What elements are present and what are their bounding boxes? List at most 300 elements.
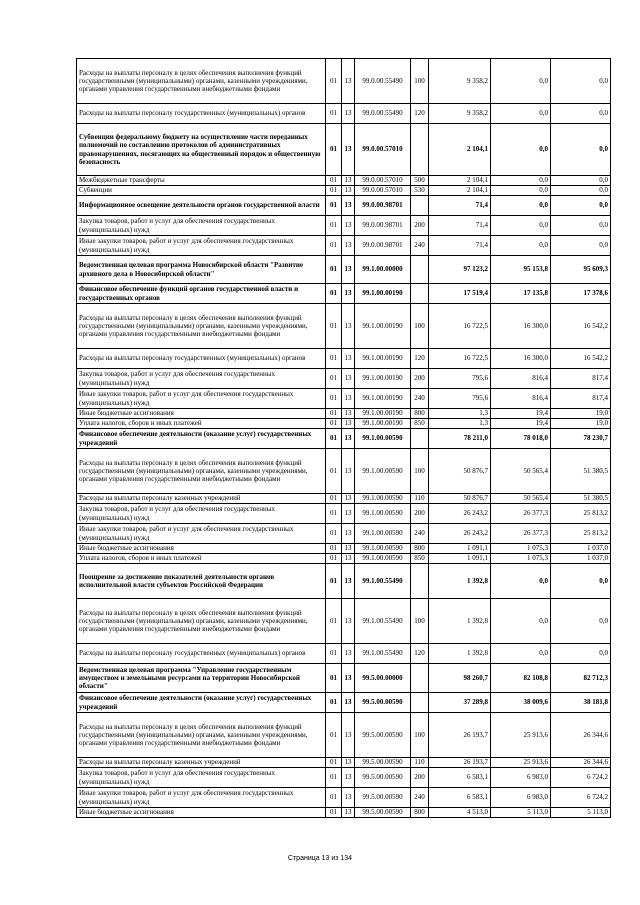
table-row xyxy=(77,124,611,176)
section-code: 01 xyxy=(326,599,342,644)
table-row xyxy=(77,504,611,524)
budget-table-container xyxy=(76,58,610,818)
amount-year-3: 0,0 xyxy=(551,644,611,664)
amount-year-3: 0,0 xyxy=(551,104,611,124)
section-code: 01 xyxy=(326,544,342,554)
expense-type-code: 110 xyxy=(411,758,429,768)
expense-type-code xyxy=(411,196,429,216)
amount-year-1: 78 211,0 xyxy=(429,429,491,449)
subsection-code: 13 xyxy=(342,409,355,419)
row-name: Расходы на выплаты персоналу в целях обеспечения выполнения функций государственными (муниципальными) органами, казенными учреждениями, органами управления государственными внебюджетными фондами xyxy=(77,304,326,349)
amount-year-3: 0,0 xyxy=(551,599,611,644)
subsection-code: 13 xyxy=(342,196,355,216)
section-code: 01 xyxy=(326,409,342,419)
subsection-code: 13 xyxy=(342,599,355,644)
row-name: Расходы на выплаты персоналу государственных (муниципальных) органов xyxy=(77,644,326,664)
amount-year-3: 817,4 xyxy=(551,369,611,389)
amount-year-2: 5 113,0 xyxy=(491,808,551,818)
subsection-code: 13 xyxy=(342,504,355,524)
table-row xyxy=(77,449,611,494)
target-article-code: 99.0.00.57010 xyxy=(355,186,411,196)
amount-year-1: 71,4 xyxy=(429,236,491,256)
expense-type-code: 530 xyxy=(411,186,429,196)
subsection-code: 13 xyxy=(342,419,355,429)
expense-type-code: 240 xyxy=(411,236,429,256)
target-article-code: 99.1.00.00590 xyxy=(355,554,411,564)
target-article-code: 99.1.00.00590 xyxy=(355,494,411,504)
expense-type-code xyxy=(411,284,429,304)
amount-year-3: 95 609,3 xyxy=(551,256,611,284)
amount-year-3: 19,0 xyxy=(551,419,611,429)
table-row xyxy=(77,196,611,216)
amount-year-1: 1 392,8 xyxy=(429,644,491,664)
section-code: 01 xyxy=(326,713,342,758)
subsection-code: 13 xyxy=(342,449,355,494)
amount-year-2: 25 913,6 xyxy=(491,758,551,768)
amount-year-1: 1,3 xyxy=(429,419,491,429)
target-article-code: 99.5.00.00590 xyxy=(355,768,411,788)
amount-year-2: 50 565,4 xyxy=(491,494,551,504)
subsection-code: 13 xyxy=(342,524,355,544)
subsection-code: 13 xyxy=(342,768,355,788)
expense-type-code: 200 xyxy=(411,369,429,389)
target-article-code: 99.5.00.00590 xyxy=(355,808,411,818)
amount-year-1: 2 104,1 xyxy=(429,186,491,196)
table-row xyxy=(77,664,611,693)
section-code: 01 xyxy=(326,196,342,216)
section-code: 01 xyxy=(326,216,342,236)
subsection-code: 13 xyxy=(342,758,355,768)
expense-type-code: 120 xyxy=(411,104,429,124)
amount-year-2: 0,0 xyxy=(491,216,551,236)
amount-year-1: 2 104,1 xyxy=(429,124,491,176)
row-name: Поощрение за достижение показателей деятельности органов исполнительной власти субъектов Российской Федерации xyxy=(77,564,326,599)
row-name: Уплата налогов, сборов и иных платежей xyxy=(77,554,326,564)
target-article-code: 99.1.00.00190 xyxy=(355,409,411,419)
amount-year-1: 9 358,2 xyxy=(429,59,491,104)
row-name: Иные бюджетные ассигнования xyxy=(77,409,326,419)
section-code: 01 xyxy=(326,186,342,196)
row-name: Закупка товаров, работ и услуг для обеспечения государственных (муниципальных) нужд xyxy=(77,216,326,236)
row-name: Расходы на выплаты персоналу казенных учреждений xyxy=(77,494,326,504)
amount-year-1: 17 519,4 xyxy=(429,284,491,304)
section-code: 01 xyxy=(326,788,342,808)
amount-year-1: 26 243,2 xyxy=(429,524,491,544)
table-row xyxy=(77,758,611,768)
amount-year-3: 6 724,2 xyxy=(551,788,611,808)
target-article-code: 99.0.00.98701 xyxy=(355,216,411,236)
expense-type-code xyxy=(411,256,429,284)
section-code: 01 xyxy=(326,664,342,693)
subsection-code: 13 xyxy=(342,664,355,693)
table-row xyxy=(77,599,611,644)
amount-year-3: 51 380,5 xyxy=(551,494,611,504)
target-article-code: 99.5.00.00590 xyxy=(355,713,411,758)
amount-year-2: 0,0 xyxy=(491,176,551,186)
amount-year-3: 38 181,8 xyxy=(551,693,611,713)
target-article-code: 99.1.00.00590 xyxy=(355,449,411,494)
amount-year-1: 16 722,5 xyxy=(429,349,491,369)
expense-type-code: 100 xyxy=(411,599,429,644)
target-article-code: 99.1.00.00190 xyxy=(355,419,411,429)
table-row xyxy=(77,186,611,196)
expense-type-code: 100 xyxy=(411,713,429,758)
amount-year-2: 95 153,8 xyxy=(491,256,551,284)
amount-year-3: 0,0 xyxy=(551,176,611,186)
row-name: Межбюджетные трансферты xyxy=(77,176,326,186)
expense-type-code: 800 xyxy=(411,544,429,554)
amount-year-3: 5 113,0 xyxy=(551,808,611,818)
amount-year-1: 2 104,1 xyxy=(429,176,491,186)
row-name: Ведомственная целевая программа "Управление государственным имуществом и земельными ресурсами на территории Новосибирской области" xyxy=(77,664,326,693)
row-name: Иные закупки товаров, работ и услуг для обеспечения государственных (муниципальных) нужд xyxy=(77,389,326,409)
expense-type-code xyxy=(411,664,429,693)
amount-year-3: 0,0 xyxy=(551,186,611,196)
amount-year-1: 6 583,1 xyxy=(429,788,491,808)
budget-table xyxy=(76,58,611,818)
amount-year-3: 25 813,2 xyxy=(551,524,611,544)
table-row xyxy=(77,104,611,124)
table-row xyxy=(77,59,611,104)
amount-year-1: 50 876,7 xyxy=(429,494,491,504)
target-article-code: 99.0.00.98701 xyxy=(355,236,411,256)
section-code: 01 xyxy=(326,758,342,768)
target-article-code: 99.5.00.00000 xyxy=(355,664,411,693)
subsection-code: 13 xyxy=(342,104,355,124)
amount-year-3: 0,0 xyxy=(551,196,611,216)
subsection-code: 13 xyxy=(342,788,355,808)
table-row xyxy=(77,544,611,554)
row-name: Расходы на выплаты персоналу государственных (муниципальных) органов xyxy=(77,104,326,124)
amount-year-2: 26 377,3 xyxy=(491,524,551,544)
amount-year-2: 0,0 xyxy=(491,644,551,664)
target-article-code: 99.1.00.00190 xyxy=(355,349,411,369)
subsection-code: 13 xyxy=(342,186,355,196)
amount-year-2: 0,0 xyxy=(491,196,551,216)
amount-year-2: 38 009,6 xyxy=(491,693,551,713)
amount-year-2: 16 300,0 xyxy=(491,349,551,369)
table-row xyxy=(77,304,611,349)
target-article-code: 99.5.00.00590 xyxy=(355,758,411,768)
subsection-code: 13 xyxy=(342,644,355,664)
target-article-code: 99.1.00.00590 xyxy=(355,429,411,449)
amount-year-2: 19,4 xyxy=(491,409,551,419)
expense-type-code: 100 xyxy=(411,59,429,104)
amount-year-1: 1 392,8 xyxy=(429,599,491,644)
expense-type-code: 120 xyxy=(411,349,429,369)
expense-type-code: 800 xyxy=(411,409,429,419)
amount-year-2: 78 018,0 xyxy=(491,429,551,449)
amount-year-3: 6 724,2 xyxy=(551,768,611,788)
amount-year-3: 1 037,0 xyxy=(551,544,611,554)
subsection-code: 13 xyxy=(342,59,355,104)
section-code: 01 xyxy=(326,389,342,409)
section-code: 01 xyxy=(326,304,342,349)
row-name: Ведомственная целевая программа Новосибирской области "Развитие архивного дела в Новосибирской области" xyxy=(77,256,326,284)
table-row xyxy=(77,564,611,599)
section-code: 01 xyxy=(326,369,342,389)
section-code: 01 xyxy=(326,124,342,176)
target-article-code: 99.1.00.00190 xyxy=(355,304,411,349)
row-name: Иные закупки товаров, работ и услуг для обеспечения государственных (муниципальных) нужд xyxy=(77,524,326,544)
amount-year-2: 6 983,0 xyxy=(491,788,551,808)
table-row xyxy=(77,429,611,449)
subsection-code: 13 xyxy=(342,544,355,554)
amount-year-1: 98 260,7 xyxy=(429,664,491,693)
target-article-code: 99.0.00.57010 xyxy=(355,176,411,186)
table-row xyxy=(77,768,611,788)
section-code: 01 xyxy=(326,104,342,124)
subsection-code: 13 xyxy=(342,284,355,304)
amount-year-2: 50 565,4 xyxy=(491,449,551,494)
table-row xyxy=(77,808,611,818)
amount-year-2: 19,4 xyxy=(491,419,551,429)
table-row xyxy=(77,693,611,713)
amount-year-1: 795,6 xyxy=(429,389,491,409)
expense-type-code: 500 xyxy=(411,176,429,186)
subsection-code: 13 xyxy=(342,494,355,504)
amount-year-1: 50 876,7 xyxy=(429,449,491,494)
amount-year-3: 817,4 xyxy=(551,389,611,409)
expense-type-code: 200 xyxy=(411,768,429,788)
target-article-code: 99.0.00.57010 xyxy=(355,124,411,176)
target-article-code: 99.0.00.55490 xyxy=(355,104,411,124)
amount-year-3: 0,0 xyxy=(551,59,611,104)
amount-year-2: 26 377,3 xyxy=(491,504,551,524)
target-article-code: 99.5.00.00590 xyxy=(355,693,411,713)
section-code: 01 xyxy=(326,449,342,494)
table-row xyxy=(77,409,611,419)
section-code: 01 xyxy=(326,284,342,304)
target-article-code: 99.1.00.55490 xyxy=(355,599,411,644)
amount-year-2: 17 135,8 xyxy=(491,284,551,304)
amount-year-3: 16 542,2 xyxy=(551,304,611,349)
section-code: 01 xyxy=(326,349,342,369)
amount-year-3: 1 037,0 xyxy=(551,554,611,564)
expense-type-code: 850 xyxy=(411,554,429,564)
amount-year-3: 17 378,6 xyxy=(551,284,611,304)
row-name: Закупка товаров, работ и услуг для обеспечения государственных (муниципальных) нужд xyxy=(77,768,326,788)
target-article-code: 99.1.00.00190 xyxy=(355,369,411,389)
amount-year-1: 37 289,8 xyxy=(429,693,491,713)
amount-year-3: 26 344,6 xyxy=(551,713,611,758)
table-row xyxy=(77,494,611,504)
row-name: Финансовое обеспечение функций органов государственной власти и государственных органов xyxy=(77,284,326,304)
section-code: 01 xyxy=(326,176,342,186)
table-row xyxy=(77,419,611,429)
section-code: 01 xyxy=(326,59,342,104)
subsection-code: 13 xyxy=(342,256,355,284)
expense-type-code xyxy=(411,429,429,449)
table-row xyxy=(77,284,611,304)
amount-year-3: 0,0 xyxy=(551,236,611,256)
section-code: 01 xyxy=(326,429,342,449)
amount-year-1: 71,4 xyxy=(429,216,491,236)
amount-year-1: 795,6 xyxy=(429,369,491,389)
amount-year-3: 82 712,3 xyxy=(551,664,611,693)
amount-year-3: 19,0 xyxy=(551,409,611,419)
row-name: Закупка товаров, работ и услуг для обеспечения государственных (муниципальных) нужд xyxy=(77,369,326,389)
target-article-code: 99.1.00.00190 xyxy=(355,389,411,409)
subsection-code: 13 xyxy=(342,554,355,564)
section-code: 01 xyxy=(326,236,342,256)
table-row xyxy=(77,256,611,284)
amount-year-1: 1,3 xyxy=(429,409,491,419)
target-article-code: 99.1.00.00590 xyxy=(355,504,411,524)
section-code: 01 xyxy=(326,768,342,788)
subsection-code: 13 xyxy=(342,429,355,449)
row-name: Расходы на выплаты персоналу казенных учреждений xyxy=(77,758,326,768)
expense-type-code: 200 xyxy=(411,504,429,524)
target-article-code: 99.1.00.00190 xyxy=(355,284,411,304)
target-article-code: 99.1.00.00000 xyxy=(355,256,411,284)
amount-year-3: 0,0 xyxy=(551,124,611,176)
row-name: Расходы на выплаты персоналу в целях обеспечения выполнения функций государственными (муниципальными) органами, казенными учреждениями, органами управления государственными внебюджетными фондами xyxy=(77,713,326,758)
amount-year-2: 0,0 xyxy=(491,104,551,124)
table-row xyxy=(77,524,611,544)
target-article-code: 99.0.00.55490 xyxy=(355,59,411,104)
subsection-code: 13 xyxy=(342,304,355,349)
subsection-code: 13 xyxy=(342,693,355,713)
table-row xyxy=(77,554,611,564)
page-footer: Страница 13 из 134 xyxy=(287,855,353,862)
amount-year-1: 1 091,1 xyxy=(429,554,491,564)
amount-year-3: 0,0 xyxy=(551,564,611,599)
row-name: Иные закупки товаров, работ и услуг для обеспечения государственных (муниципальных) нужд xyxy=(77,788,326,808)
row-name: Расходы на выплаты персоналу государственных (муниципальных) органов xyxy=(77,349,326,369)
amount-year-2: 0,0 xyxy=(491,186,551,196)
expense-type-code: 100 xyxy=(411,304,429,349)
budget-table-body xyxy=(77,59,611,818)
subsection-code: 13 xyxy=(342,808,355,818)
target-article-code: 99.1.00.00590 xyxy=(355,544,411,554)
target-article-code: 99.1.00.55490 xyxy=(355,564,411,599)
amount-year-3: 25 813,2 xyxy=(551,504,611,524)
amount-year-2: 82 108,8 xyxy=(491,664,551,693)
amount-year-1: 26 193,7 xyxy=(429,758,491,768)
subsection-code: 13 xyxy=(342,124,355,176)
row-name: Иные бюджетные ассигнования xyxy=(77,808,326,818)
amount-year-1: 71,4 xyxy=(429,196,491,216)
section-code: 01 xyxy=(326,524,342,544)
row-name: Расходы на выплаты персоналу в целях обеспечения выполнения функций государственными (муниципальными) органами, казенными учреждениями, органами управления государственными внебюджетными фондами xyxy=(77,599,326,644)
row-name: Закупка товаров, работ и услуг для обеспечения государственных (муниципальных) нужд xyxy=(77,504,326,524)
section-code: 01 xyxy=(326,494,342,504)
target-article-code: 99.5.00.00590 xyxy=(355,788,411,808)
amount-year-1: 97 123,2 xyxy=(429,256,491,284)
amount-year-3: 78 230,7 xyxy=(551,429,611,449)
amount-year-1: 1 392,8 xyxy=(429,564,491,599)
section-code: 01 xyxy=(326,419,342,429)
table-row xyxy=(77,389,611,409)
amount-year-1: 1 091,1 xyxy=(429,544,491,554)
amount-year-1: 4 513,0 xyxy=(429,808,491,818)
target-article-code: 99.1.00.55490 xyxy=(355,644,411,664)
table-row xyxy=(77,236,611,256)
amount-year-2: 0,0 xyxy=(491,236,551,256)
amount-year-2: 6 983,0 xyxy=(491,768,551,788)
table-row xyxy=(77,644,611,664)
expense-type-code: 800 xyxy=(411,808,429,818)
section-code: 01 xyxy=(326,256,342,284)
amount-year-3: 0,0 xyxy=(551,216,611,236)
section-code: 01 xyxy=(326,808,342,818)
amount-year-2: 0,0 xyxy=(491,599,551,644)
table-row xyxy=(77,176,611,186)
row-name: Иные бюджетные ассигнования xyxy=(77,544,326,554)
amount-year-3: 16 542,2 xyxy=(551,349,611,369)
subsection-code: 13 xyxy=(342,564,355,599)
expense-type-code: 240 xyxy=(411,788,429,808)
table-row xyxy=(77,349,611,369)
expense-type-code: 240 xyxy=(411,389,429,409)
amount-year-2: 1 075,3 xyxy=(491,554,551,564)
section-code: 01 xyxy=(326,693,342,713)
expense-type-code: 850 xyxy=(411,419,429,429)
section-code: 01 xyxy=(326,644,342,664)
amount-year-2: 16 300,0 xyxy=(491,304,551,349)
expense-type-code: 100 xyxy=(411,449,429,494)
subsection-code: 13 xyxy=(342,216,355,236)
expense-type-code: 200 xyxy=(411,216,429,236)
row-name: Субвенции xyxy=(77,186,326,196)
row-name: Финансовое обеспечение деятельности (оказание услуг) государственных учреждений xyxy=(77,429,326,449)
amount-year-1: 26 193,7 xyxy=(429,713,491,758)
expense-type-code xyxy=(411,564,429,599)
subsection-code: 13 xyxy=(342,369,355,389)
amount-year-2: 1 075,3 xyxy=(491,544,551,554)
row-name: Расходы на выплаты персоналу в целях обеспечения выполнения функций государственными (муниципальными) органами, казенными учреждениями, органами управления государственными внебюджетными фондами xyxy=(77,59,326,104)
amount-year-2: 816,4 xyxy=(491,389,551,409)
subsection-code: 13 xyxy=(342,713,355,758)
expense-type-code xyxy=(411,693,429,713)
table-row xyxy=(77,216,611,236)
subsection-code: 13 xyxy=(342,236,355,256)
row-name: Расходы на выплаты персоналу в целях обеспечения выполнения функций государственными (муниципальными) органами, казенными учреждениями, органами управления государственными внебюджетными фондами xyxy=(77,449,326,494)
row-name: Субвенции федеральному бюджету на осуществление части переданных полномочий по составлению протоколов об административных правонарушениях, посягающих на общественный порядок и общественную безопасность xyxy=(77,124,326,176)
subsection-code: 13 xyxy=(342,349,355,369)
section-code: 01 xyxy=(326,554,342,564)
amount-year-2: 0,0 xyxy=(491,124,551,176)
amount-year-3: 26 344,6 xyxy=(551,758,611,768)
table-row xyxy=(77,713,611,758)
target-article-code: 99.1.00.00590 xyxy=(355,524,411,544)
expense-type-code: 120 xyxy=(411,644,429,664)
row-name: Финансовое обеспечение деятельности (оказание услуг) государственных учреждений xyxy=(77,693,326,713)
subsection-code: 13 xyxy=(342,176,355,186)
table-row xyxy=(77,788,611,808)
amount-year-2: 816,4 xyxy=(491,369,551,389)
row-name: Информационное освещение деятельности органов государственной власти xyxy=(77,196,326,216)
amount-year-1: 26 243,2 xyxy=(429,504,491,524)
amount-year-3: 51 380,5 xyxy=(551,449,611,494)
expense-type-code: 110 xyxy=(411,494,429,504)
row-name: Иные закупки товаров, работ и услуг для обеспечения государственных (муниципальных) нужд xyxy=(77,236,326,256)
subsection-code: 13 xyxy=(342,389,355,409)
row-name: Уплата налогов, сборов и иных платежей xyxy=(77,419,326,429)
amount-year-1: 6 583,1 xyxy=(429,768,491,788)
section-code: 01 xyxy=(326,564,342,599)
table-row xyxy=(77,369,611,389)
expense-type-code: 240 xyxy=(411,524,429,544)
amount-year-1: 9 358,2 xyxy=(429,104,491,124)
expense-type-code xyxy=(411,124,429,176)
amount-year-2: 0,0 xyxy=(491,59,551,104)
amount-year-2: 0,0 xyxy=(491,564,551,599)
target-article-code: 99.0.00.98701 xyxy=(355,196,411,216)
section-code: 01 xyxy=(326,504,342,524)
amount-year-2: 25 913,6 xyxy=(491,713,551,758)
